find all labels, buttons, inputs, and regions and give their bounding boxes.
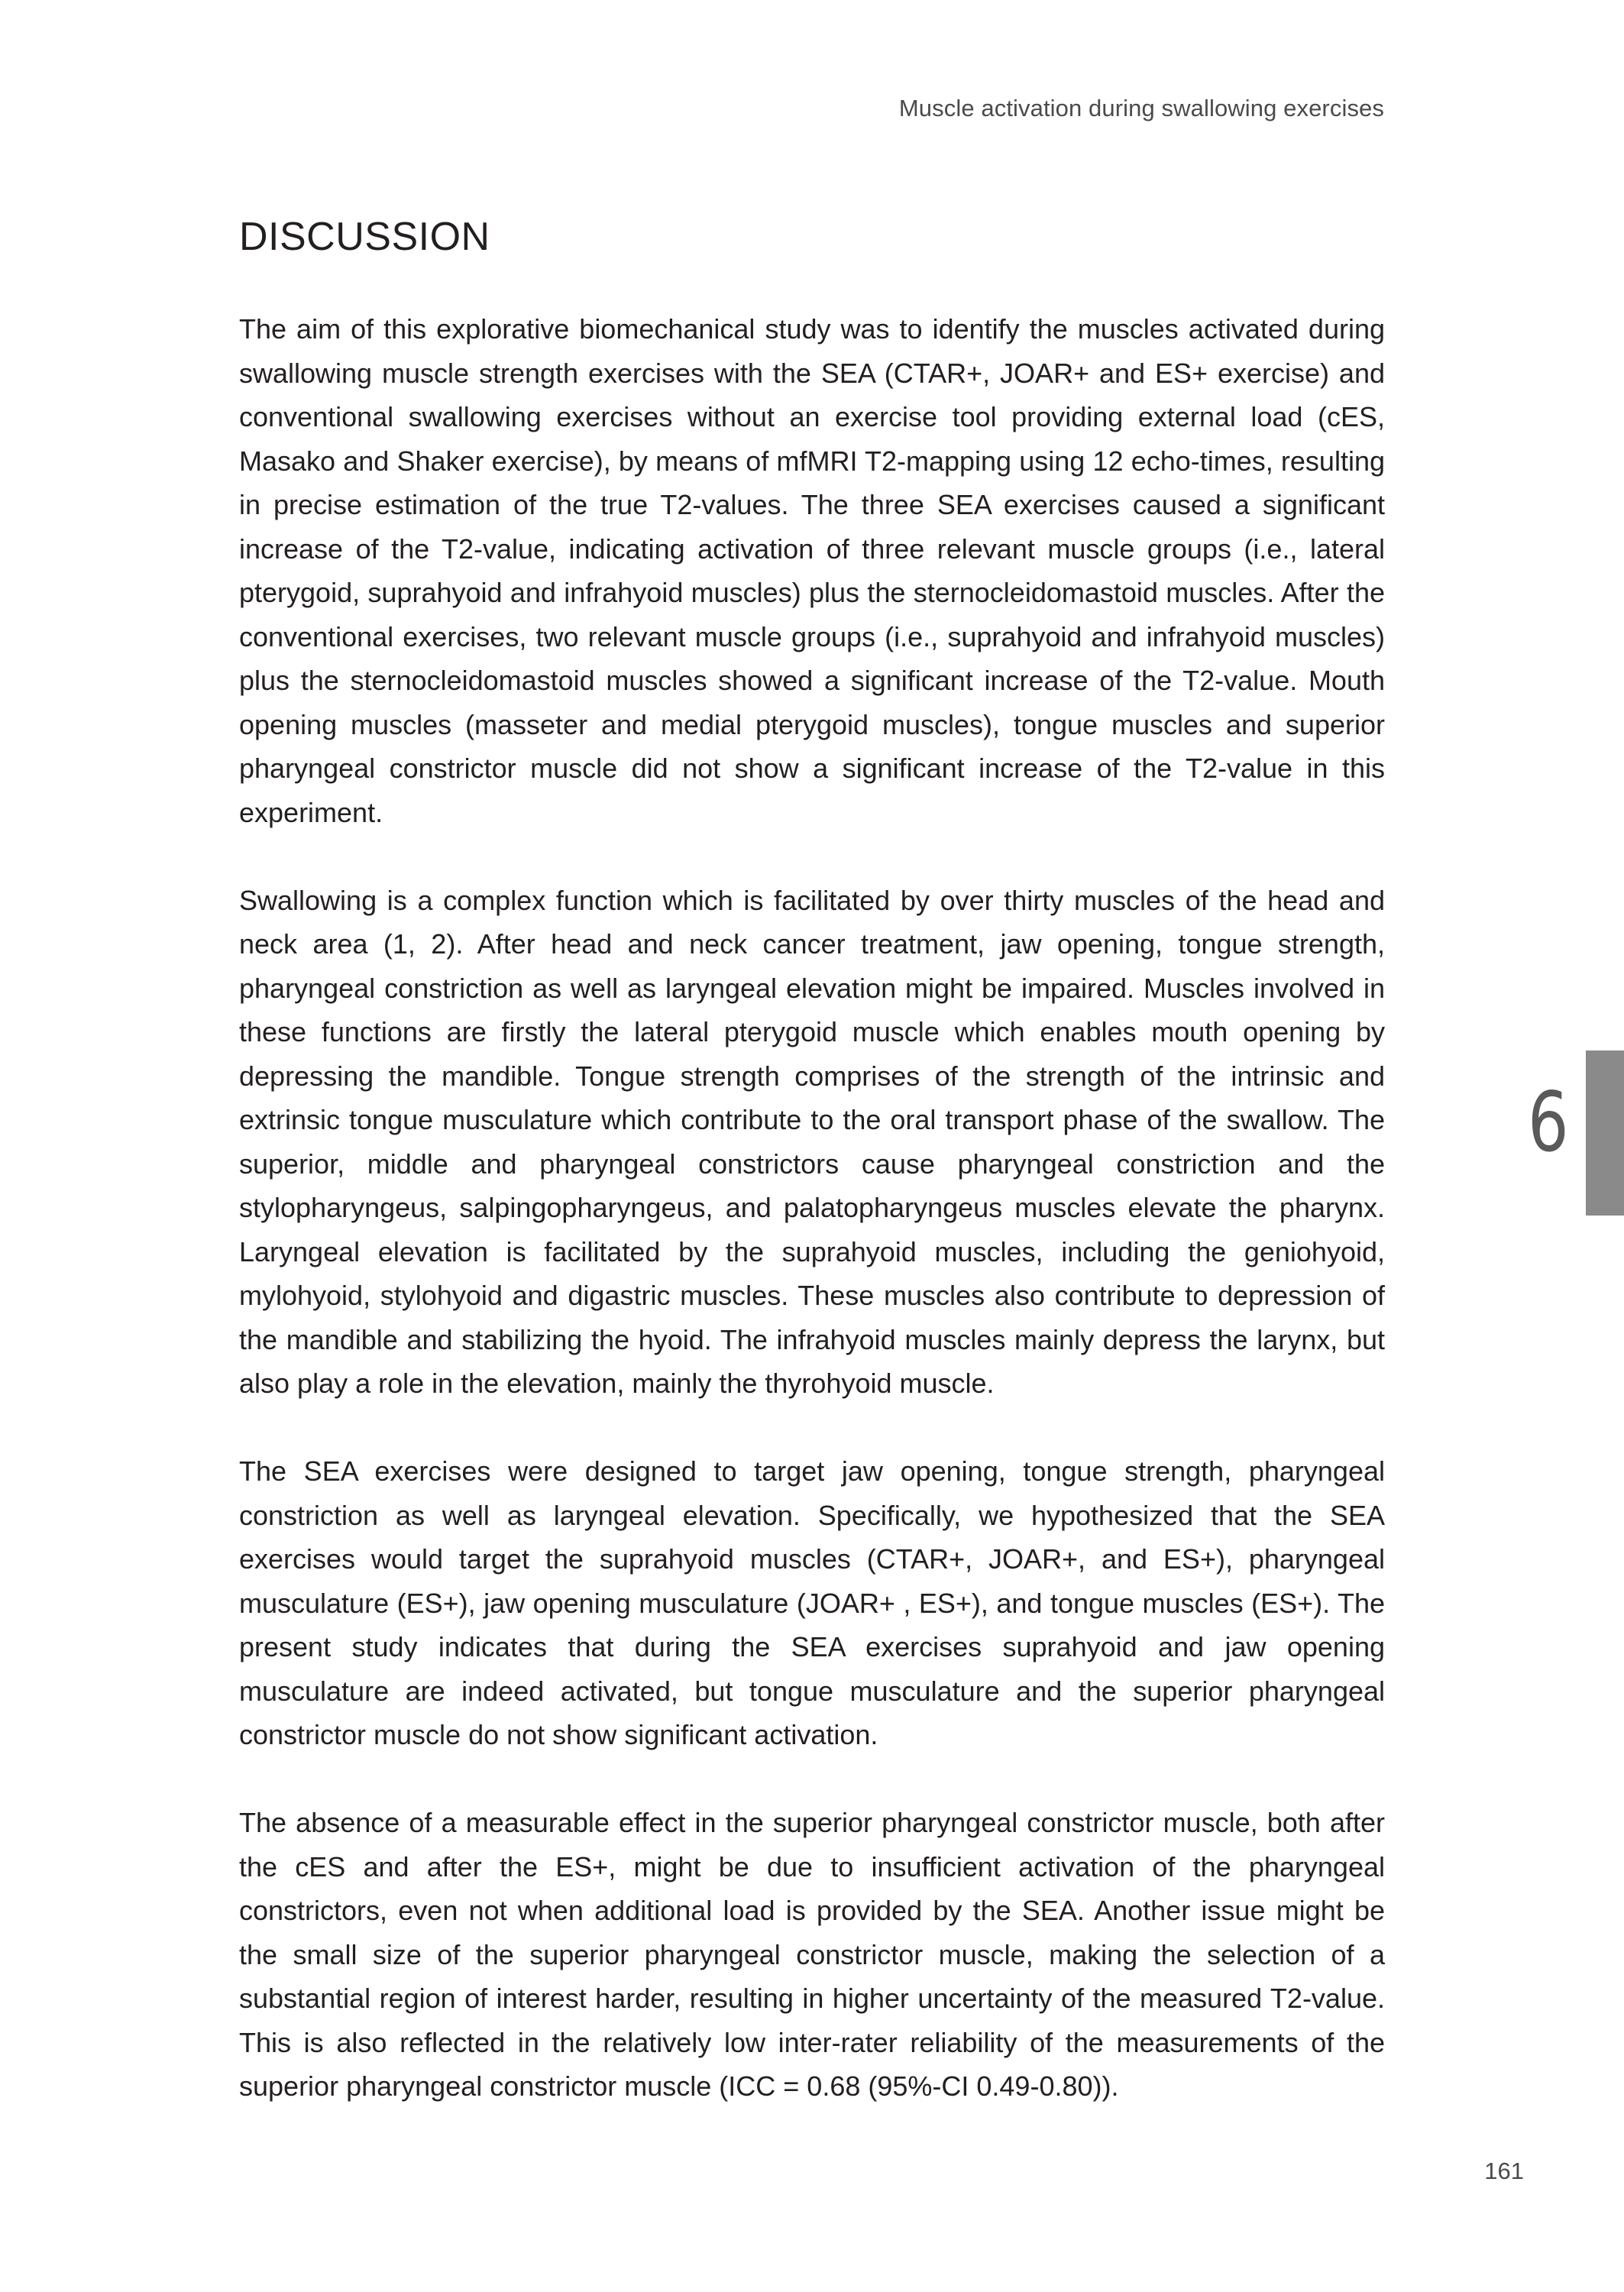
paragraph-3: The SEA exercises were designed to target jaw opening, tongue strength, pharyngeal constriction as well as laryngeal elevation. Specifically, we hypothesized that the SEA exercises would target the suprahyoid muscles (CTAR+, JOAR+, and ES+), pharyngeal musculature (ES+), jaw opening musculature (JOAR+ , ES+), and tongue muscles (ES+). The present study indicates that during the SEA exercises suprahyoid and jaw opening musculature are indeed activated, but tongue musculature and the superior pharyngeal constrictor muscle do not show significant activation. [239,1455,1385,1750]
paragraph-4: The absence of a measurable effect in the superior pharyngeal constrictor muscle, both after the cES and after the ES+, might be due to insufficient activation of the pharyngeal constrictors, even not when additional load is provided by the SEA. Another issue might be the small size of the superior pharyngeal constrictor muscle, making the selection of a substantial region of interest harder, resulting in higher uncertainty of the measured T2-value. This is also reflected in the relatively low inter-rater reliability of the measurements of the superior pharyngeal constrictor muscle (ICC = 0.68 (95%-CI 0.49-0.80)). [239,1807,1385,2102]
paragraph-1: The aim of this explorative biomechanical study was to identify the muscles activated during swallowing muscle strength exercises with the SEA (CTAR+, JOAR+ and ES+ exercise) and conventional swallowing exercises without an exercise tool providing external load (cES, Masako and Shaker exercise), by means of mfMRI T2-mapping using 12 echo-times, resulting in precise estimation of the true T2-values. The three SEA exercises caused a significant increase of the T2-value, indicating activation of three relevant muscle groups (i.e., lateral pterygoid, suprahyoid and infrahyoid muscles) plus the sternocleidomastoid muscles. After the conventional exercises, two relevant muscle groups (i.e., suprahyoid and infrahyoid muscles) plus the sternocleidomastoid muscles showed a significant increase of the T2-value. Mouth opening muscles (masseter and medial pterygoid muscles), tongue muscles and superior pharyngeal constrictor muscle did not show a significant increase of the T2-value in this experiment. [239,313,1385,828]
body-text [239,307,1385,2152]
chapter-tab [1586,1050,1624,1216]
page-number: 161 [1484,2158,1524,2184]
paragraph-2: Swallowing is a complex function which is facilitated by over thirty muscles of the head and neck area (1, 2). After head and neck cancer treatment, jaw opening, tongue strength, pharyngeal constriction as well as laryngeal elevation might be impaired. Muscles involved in these functions are firstly the lateral pterygoid muscle which enables mouth opening by depressing the mandible. Tongue strength comprises of the strength of the intrinsic and extrinsic tongue musculature which contribute to the oral transport phase of the swallow. The superior, middle and pharyngeal constrictors cause pharyngeal constriction and the stylopharyngeus, salpingopharyngeus, and palatopharyngeus muscles elevate the pharynx. Laryngeal elevation is facilitated by the suprahyoid muscles, including the geniohyoid, mylohyoid, stylohyoid and digastric muscles. These muscles also contribute to depression of the mandible and stabilizing the hyoid. The infrahyoid muscles mainly depress the larynx, but also play a role in the elevation, mainly the thyrohyoid muscle. [239,884,1385,1399]
section-heading: DISCUSSION [239,215,490,259]
chapter-number: 6 [1528,1075,1569,1170]
running-header: Muscle activation during swallowing exercises [898,95,1384,121]
